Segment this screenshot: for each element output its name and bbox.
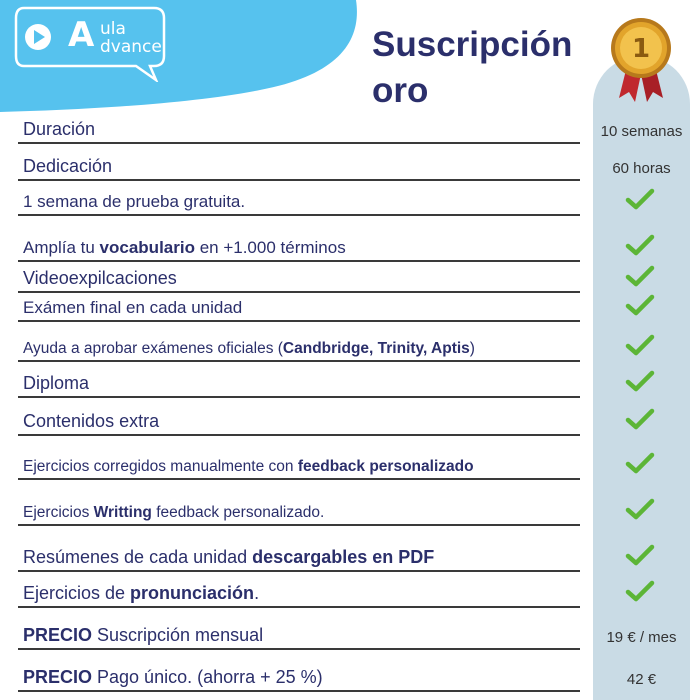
label-text: Suscripción mensual — [92, 625, 264, 645]
label-bold-text: descargables en PDF — [252, 547, 435, 567]
row-value: 19 € / mes — [606, 629, 677, 646]
title-line-2: oro — [372, 71, 429, 110]
logo-text-dvance: dvance — [100, 37, 162, 57]
label-text: 1 semana de prueba gratuita. — [23, 192, 246, 211]
checkmark-icon — [625, 294, 655, 316]
row-label — [23, 373, 89, 394]
label-text: Resúmenes de cada unidad — [23, 547, 253, 567]
table-row — [18, 482, 690, 526]
row-divider — [18, 142, 580, 144]
label-text: Dedicación — [23, 156, 113, 176]
row-label — [23, 504, 324, 522]
row-label — [23, 268, 177, 289]
label-bold-text: vocabulario — [99, 238, 195, 257]
row-label — [23, 119, 95, 140]
table-row — [18, 400, 690, 436]
row-label — [23, 298, 242, 318]
row-label — [23, 583, 259, 604]
row-value: 10 semanas — [600, 123, 683, 140]
table-row — [18, 218, 690, 262]
checkmark-icon — [625, 370, 655, 392]
row-divider — [18, 690, 580, 692]
row-label — [23, 411, 159, 432]
label-text: Ayuda a aprobar exámenes oficiales ( — [23, 340, 283, 357]
label-text: Ejercicios corregidos manualmente con — [23, 458, 298, 475]
label-text: Contenidos extra — [23, 411, 160, 431]
row-divider — [18, 648, 580, 650]
table-row — [18, 574, 690, 608]
label-text: en +1.000 términos — [194, 238, 346, 257]
row-divider — [18, 214, 580, 216]
checkmark-icon — [625, 408, 655, 430]
checkmark-icon — [625, 334, 655, 356]
label-text: Videoexpilcaciones — [23, 268, 177, 288]
row-label — [23, 156, 112, 177]
row-divider — [18, 260, 580, 262]
table-row — [18, 364, 690, 398]
label-text: feedback personalizado. — [151, 504, 325, 521]
row-divider — [18, 291, 580, 293]
label-text: Amplía tu — [23, 238, 100, 257]
title-line-1: Suscripción — [372, 25, 573, 64]
row-value: 42 € — [626, 671, 657, 688]
label-bold-text: Candbridge, Trinity, Aptis — [282, 340, 470, 357]
row-divider — [18, 570, 580, 572]
label-text: Ejercicios — [23, 504, 94, 521]
label-bold-text: feedback personalizado — [297, 458, 474, 475]
table-row — [18, 324, 690, 362]
row-label — [23, 625, 263, 646]
label-text: Ejercicios de — [23, 583, 131, 603]
table-row — [18, 438, 690, 480]
logo-text-ula: ula — [100, 19, 126, 39]
checkmark-icon — [625, 234, 655, 256]
row-divider — [18, 320, 580, 322]
table-row — [18, 652, 690, 692]
row-label — [23, 238, 346, 258]
row-label — [23, 340, 475, 358]
label-text: . — [254, 583, 260, 603]
checkmark-icon — [625, 580, 655, 602]
gold-medal-icon — [605, 14, 677, 104]
label-text: Diploma — [23, 373, 90, 393]
table-row — [18, 146, 690, 181]
row-divider — [18, 360, 580, 362]
medal-number: 1 — [631, 34, 651, 64]
row-divider — [18, 179, 580, 181]
row-label — [23, 667, 323, 688]
label-bold-text: PRECIO — [23, 625, 93, 645]
checkmark-icon — [625, 452, 655, 474]
checkmark-icon — [625, 265, 655, 287]
label-bold-text: pronunciación — [130, 583, 255, 603]
label-text: Duración — [23, 119, 96, 139]
row-label — [23, 547, 434, 568]
label-bold-text: Writting — [93, 504, 152, 521]
label-text: Exámen final en cada unidad — [23, 298, 243, 317]
checkmark-icon — [625, 498, 655, 520]
row-label — [23, 192, 245, 212]
row-divider — [18, 396, 580, 398]
table-row — [18, 610, 690, 650]
label-text: ) — [469, 340, 475, 357]
row-divider — [18, 524, 580, 526]
row-divider — [18, 434, 580, 436]
checkmark-icon — [625, 188, 655, 210]
label-bold-text: PRECIO — [23, 667, 93, 687]
page-title — [372, 22, 602, 114]
aula-advance-logo[interactable] — [14, 6, 166, 82]
row-divider — [18, 478, 580, 480]
checkmark-icon — [625, 544, 655, 566]
table-row — [18, 295, 690, 322]
row-label — [23, 458, 474, 476]
table-row — [18, 264, 690, 293]
table-row — [18, 110, 690, 144]
logo-letter-a: A — [68, 15, 95, 55]
label-text: Pago único. (ahorra + 25 %) — [92, 667, 323, 687]
row-value: 60 horas — [612, 160, 671, 177]
table-row — [18, 528, 690, 572]
row-divider — [18, 606, 580, 608]
table-row — [18, 183, 690, 216]
